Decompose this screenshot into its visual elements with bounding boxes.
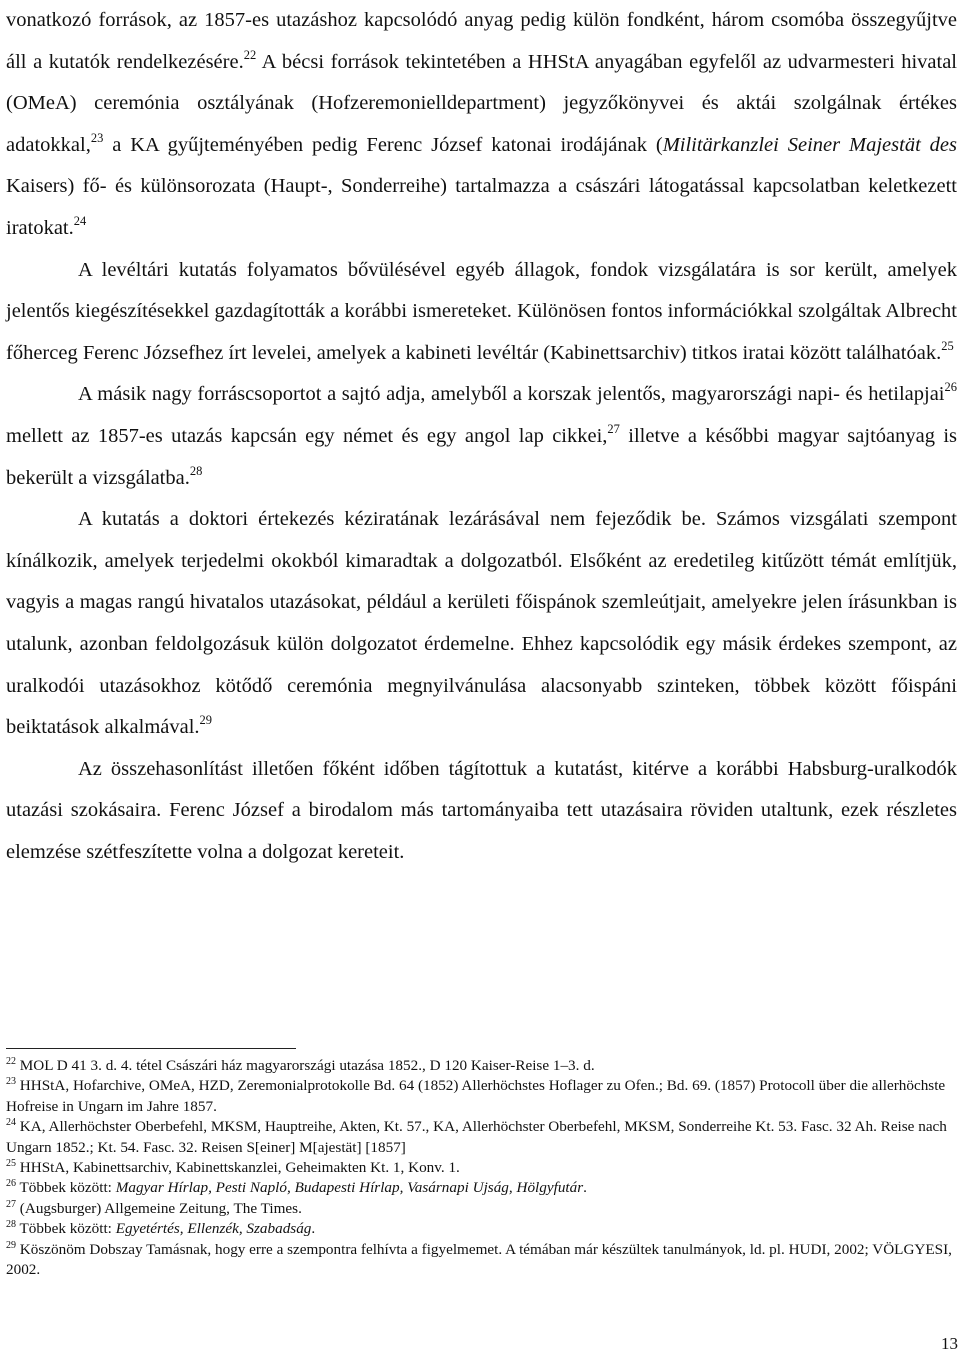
text-run: illetve a későbbi magyar sajtóanyag is bekerült a vizsgálatba. [6,424,957,489]
text-run: a KA gyűjteményében pedig Ferenc József katonai irodájának ( [103,133,663,156]
footnote-ref: 28 [189,463,203,478]
text-run: Köszönöm Dobszay Tamásnak, hogy erre a szempontra felhívta a figyelmemet. A témában már készültek tanulmányok, ld. pl. HUDI, 2002; VÖLGYESI, 2002. [6,1240,952,1279]
text-run: . [583,1179,587,1197]
page-number: 13 [941,1334,958,1353]
text-run: A kutatás a doktori értekezés kéziratának lezárásával nem fejeződik be. Számos vizsgálati szempont kínálkozik, amelyek terjedelmi okokból kimaradtak a dolgozatból. Elsőként az eredetileg kitűzött témát említjük, vagyis a magas rangú hivatalos utazásokat, például a kerületi főispánok szemleútjait, amelyekre jelen írásunkban is utalunk, azonban feldolgozásuk külön dolgozatot érdemelne. Ehhez kapcsolódik egy másik érdekes szempont, az uralkodói utazásokhoz kötődő ceremónia megnyilvánulása alacsonyabb szinteken, többek között főispáni beiktatások alkalmával. [6,508,957,739]
footnote [6,1056,957,1076]
footnote-ref: 22 [243,47,257,62]
footnote-number: 24 [6,1117,16,1129]
text-run: A bécsi források tekintetében a HHStA anyagában egyfelől az udvarmesteri hivatal (OMeA) ceremónia osztályának (Hofzeremonielldepartment) jegyzőkönyvei és aktái szolgálnak értékes adatokkal, [6,50,957,156]
footnote-ref: 23 [90,130,104,145]
text-run: MOL D 41 3. d. 4. tétel Császári ház magyarországi utazása 1852., D 120 Kaiser-Reise 1–3. d. [16,1057,595,1074]
footnote-number: 23 [6,1076,16,1088]
text-run: . [311,1220,316,1238]
footnote-number: 25 [6,1158,16,1170]
footnote-number: 26 [6,1178,16,1190]
text-run: (Augsburger) Allgemeine Zeitung, The Times. [16,1199,302,1217]
footnotes [6,1056,957,1280]
italic-text: Magyar Hírlap, Pesti Napló, Budapesti Hírlap, Vasárnapi Ujság, Hölgyfutár [115,1179,584,1197]
italic-text: Egyetértés, Ellenzék, Szabadság [115,1220,312,1238]
text-run: Az összehasonlítást illetően főként időben tágítottuk a kutatást, kitérve a korábbi Habsburg-uralkodók utazási szokásaira. Ferenc József a birodalom más tartományaiba tett utazásaira röviden utaltunk, ezek részletes elemzése szétfeszítette volna a dolgozat kereteit. [6,757,957,863]
footnote-ref: 26 [944,380,957,395]
text-run: Kaisers) fő- és különsorozata (Haupt-, Sonderreihe) tartalmazza a császári látogatással kapcsolatban keletkezett iratokat. [6,175,957,239]
body-paragraph [6,250,957,375]
footnote [6,1240,957,1281]
footnote [6,1178,957,1198]
footnote [6,1158,957,1178]
footnote [6,1219,957,1239]
body-paragraph [6,374,957,499]
text-run: HHStA, Kabinettsarchiv, Kabinettskanzlei, Geheimakten Kt. 1, Konv. 1. [16,1159,460,1177]
italic-text: Militärkanzlei Seiner Majestät des [662,133,957,156]
footnote-number: 22 [6,1056,16,1067]
text-run: mellett az 1857-es utazás kapcsán egy német és egy angol lap cikkei, [6,424,608,447]
footnote [6,1117,957,1158]
body-paragraph [6,0,957,250]
body-paragraph [6,499,957,749]
footnote-ref: 24 [73,213,87,228]
text-run: Többek között: [16,1220,116,1238]
text-run: A másik nagy forráscsoportot a sajtó adja, amelyből a korszak jelentős, magyarországi napi- és hetilapjai [78,383,945,406]
footnote-number: 29 [6,1239,16,1251]
text-run: Többek között: [16,1179,116,1197]
body-text [6,0,957,873]
footnote-separator [6,1048,296,1049]
text-run: A levéltári kutatás folyamatos bővülésével egyéb állagok, fondok vizsgálatára is sor került, amelyek jelentős kiegészítésekkel gazdagították a korábbi ismereteket. Különösen fontos információkkal szolgáltak Albrecht főherceg Ferenc Józsefhez írt levelei, amelyek a kabineti levéltár (Kabinettsarchiv) titkos iratai között találhatóak. [6,258,957,364]
body-paragraph [6,749,957,874]
footnote-ref: 25 [941,338,954,353]
footnote-number: 27 [6,1198,16,1210]
text-run: vonatkozó források, az 1857-es utazáshoz kapcsolódó anyag pedig külön fondként, három csomóba összegyűjtve áll a kutatók rendelkezésére. [6,9,957,73]
footnote [6,1076,957,1117]
text-run: HHStA, Hofarchive, OMeA, HZD, Zeremonialprotokolle Bd. 64 (1852) Allerhöchstes Hoflager zu Ofen.; Bd. 69. (1857) Protocoll über die allerhöchste Hofreise in Ungarn im Jahre 1857. [6,1077,946,1115]
footnote [6,1199,957,1219]
footnote-ref: 29 [199,713,213,728]
footnote-ref: 27 [607,421,620,436]
text-run: KA, Allerhöchster Oberbefehl, MKSM, Hauptreihe, Akten, Kt. 57., KA, Allerhöchster Oberbefehl, MKSM, Sonderreihe Kt. 53. Fasc. 32 Ah. Reise nach Ungarn 1852.; Kt. 54. Fasc. 32. Reisen S[einer] M[ajestät] [1857] [6,1118,947,1156]
footnote-number: 28 [6,1219,16,1231]
